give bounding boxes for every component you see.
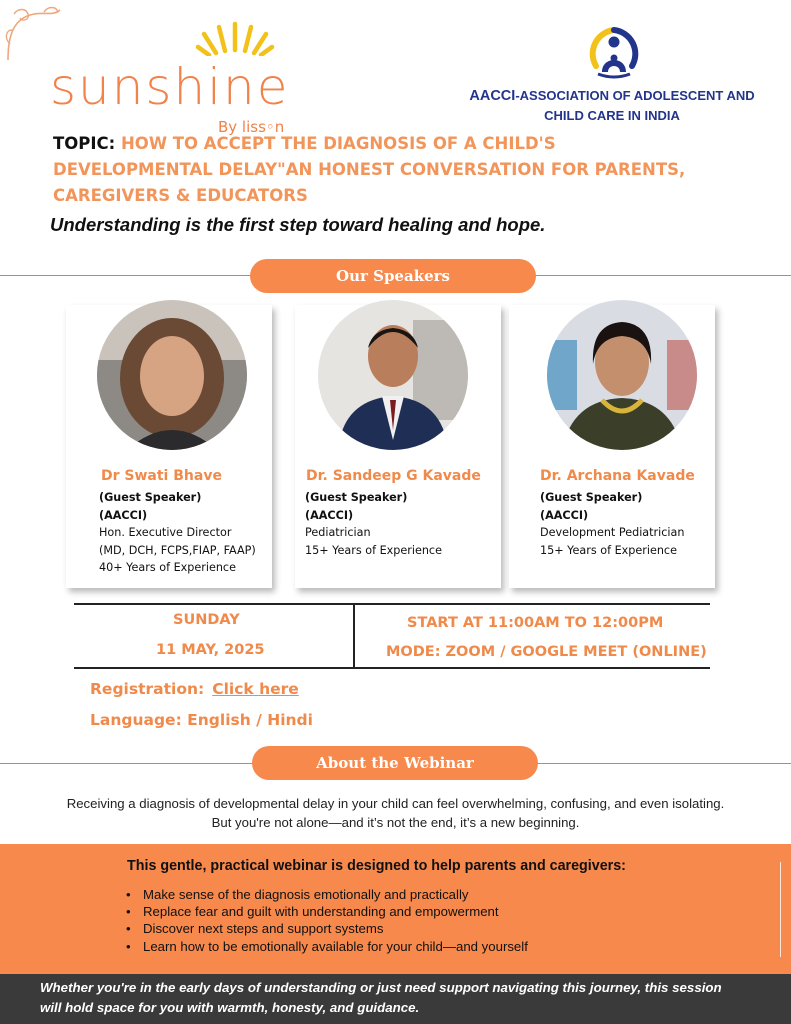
event-mode: MODE: ZOOM / GOOGLE MEET (ONLINE) <box>386 644 707 660</box>
topic-line3: CAREGIVERS & EDUCATORS <box>53 186 308 205</box>
speaker-name: Dr Swati Bhave <box>101 468 222 484</box>
speaker-detail-line: Hon. Executive Director <box>99 526 232 540</box>
speaker-detail-line: 40+ Years of Experience <box>99 561 236 575</box>
about-line: Receiving a diagnosis of developmental delay in your child can feel overwhelming, confusing, and even isolating. <box>66 796 725 811</box>
divider-line <box>0 763 262 764</box>
event-date: 11 MAY, 2025 <box>156 642 265 658</box>
topic-label: TOPIC: <box>53 134 116 153</box>
organization-line1: -ASSOCIATION OF ADOLESCENT AND <box>515 88 755 103</box>
speaker-details <box>305 489 442 559</box>
about-description <box>20 794 771 832</box>
speaker-name: Dr. Sandeep G Kavade <box>306 468 481 484</box>
closing-message <box>40 978 770 1018</box>
sunshine-logo <box>50 20 320 136</box>
webinar-points <box>126 886 528 955</box>
band-divider <box>780 862 781 957</box>
divider-line <box>525 275 791 276</box>
schedule-divider <box>353 604 355 668</box>
list-item: • Make sense of the diagnosis emotionally and practically <box>126 886 528 903</box>
closing-line: Whether you're in the early days of understanding or just need support navigating this journey, this session <box>40 980 722 995</box>
registration-label: Registration: <box>90 680 205 698</box>
speaker-details <box>99 489 256 577</box>
speaker-role: (Guest Speaker) <box>99 491 202 504</box>
speaker-photo <box>547 300 697 450</box>
speaker-photo <box>97 300 247 450</box>
speaker-detail-line: Development Pediatrician <box>540 526 685 540</box>
speaker-role: (Guest Speaker) <box>540 491 643 504</box>
speaker-role: (Guest Speaker) <box>305 491 408 504</box>
list-item: • Discover next steps and support systems <box>126 920 528 937</box>
speakers-heading: Our Speakers <box>250 259 536 293</box>
aacci-logo <box>462 26 762 124</box>
brand-name: sunshine <box>50 58 290 116</box>
divider-line <box>525 763 791 764</box>
language-info: Language: English / Hindi <box>90 711 313 729</box>
about-heading: About the Webinar <box>252 746 538 780</box>
speaker-name: Dr. Archana Kavade <box>540 468 695 484</box>
speaker-detail-line: (MD, DCH, FCPS,FIAP, FAAP) <box>99 543 256 557</box>
speaker-detail-line: 15+ Years of Experience <box>540 543 677 557</box>
schedule-top-border <box>74 603 710 605</box>
speaker-detail-line: 15+ Years of Experience <box>305 543 442 557</box>
sun-rays-icon <box>195 20 275 56</box>
organization-abbr: AACCI <box>469 88 516 104</box>
brand-byline: By liss◦n <box>218 118 285 136</box>
list-item: • Learn how to be emotionally available for your child—and yourself <box>126 938 528 955</box>
webinar-intro: This gentle, practical webinar is designed to help parents and caregivers: <box>127 858 626 874</box>
divider-line <box>0 275 262 276</box>
topic-line1: HOW TO ACCEPT THE DIAGNOSIS OF A CHILD'S <box>120 134 556 153</box>
list-item: • Replace fear and guilt with understanding and empowerment <box>126 903 528 920</box>
speaker-photo <box>318 300 468 450</box>
speaker-details <box>540 489 684 559</box>
event-day: SUNDAY <box>173 612 240 628</box>
family-logo-icon <box>584 26 644 82</box>
topic-heading <box>53 131 753 209</box>
organization-name <box>462 86 762 126</box>
topic-line2: DEVELOPMENTAL DELAY"AN HONEST CONVERSATION FOR PARENTS, <box>53 160 686 179</box>
organization-line2: CHILD CARE IN INDIA <box>544 108 680 123</box>
speaker-org: (AACCI) <box>540 508 589 522</box>
event-time: START AT 11:00AM TO 12:00PM <box>407 615 664 631</box>
about-line: But you're not alone—and it’s not the end, it’s a new beginning. <box>211 815 580 830</box>
tagline: Understanding is the first step toward healing and hope. <box>50 214 546 235</box>
speaker-detail-line: Pediatrician <box>305 526 371 540</box>
closing-line: will hold space for you with warmth, honesty, and guidance. <box>40 1000 420 1015</box>
registration-row <box>90 680 299 698</box>
registration-link[interactable]: Click here <box>212 680 299 698</box>
schedule-bottom-border <box>74 667 710 669</box>
speaker-org: (AACCI) <box>99 508 148 522</box>
speaker-org: (AACCI) <box>305 508 354 522</box>
